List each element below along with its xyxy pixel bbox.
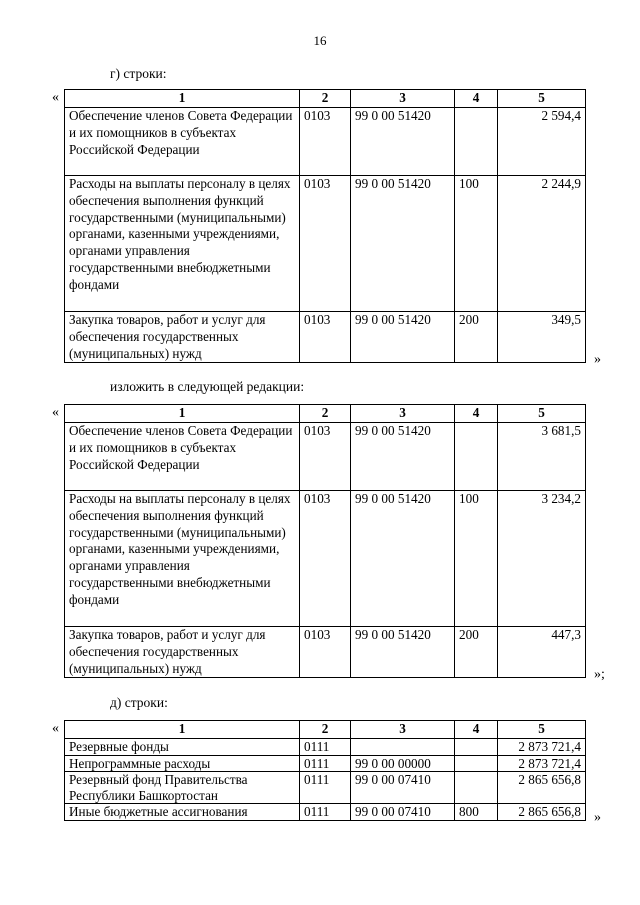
header-col-4: 4: [455, 90, 498, 108]
cell-type: 100: [455, 176, 498, 312]
cell-type: 800: [455, 804, 498, 821]
cell-target: 99 0 00 07410: [351, 804, 455, 821]
cell-type: 100: [455, 491, 498, 627]
table-header-row: [65, 405, 586, 423]
table-header-row: [65, 90, 586, 108]
cell-target: [351, 739, 455, 756]
cell-target: 99 0 00 51420: [351, 627, 455, 678]
table-row: [65, 627, 586, 678]
cell-name: Обеспечение членов Совета Федерации и их помощников в субъектах Российской Федерации: [65, 108, 300, 176]
cell-section: 0111: [300, 755, 351, 772]
cell-amount: 2 865 656,8: [498, 804, 586, 821]
cell-section: 0103: [300, 312, 351, 363]
table-d: [64, 720, 586, 821]
close-quote-semicolon: »;: [594, 667, 605, 682]
section-g-label: г) строки:: [110, 66, 167, 81]
cell-type: 200: [455, 627, 498, 678]
section-d-label: д) строки:: [110, 695, 168, 710]
cell-amount: 3 681,5: [498, 423, 586, 491]
cell-amount: 2 873 721,4: [498, 755, 586, 772]
cell-section: 0103: [300, 108, 351, 176]
table-header-row: [65, 721, 586, 739]
table-g-new: [64, 404, 586, 678]
cell-name: Резервный фонд Правительства Республики Башкортостан: [65, 772, 300, 804]
header-col-4: 4: [455, 405, 498, 423]
cell-amount: 3 234,2: [498, 491, 586, 627]
cell-type: [455, 423, 498, 491]
cell-name: Закупка товаров, работ и услуг для обеспечения государственных (муниципальных) нужд: [65, 312, 300, 363]
table-row: [65, 772, 586, 804]
cell-section: 0103: [300, 423, 351, 491]
cell-amount: 2 865 656,8: [498, 772, 586, 804]
cell-target: 99 0 00 51420: [351, 176, 455, 312]
header-col-3: 3: [351, 721, 455, 739]
cell-section: 0111: [300, 739, 351, 756]
header-col-2: 2: [300, 721, 351, 739]
header-col-5: 5: [498, 90, 586, 108]
table-row: [65, 804, 586, 821]
cell-name: Иные бюджетные ассигнования: [65, 804, 300, 821]
cell-target: 99 0 00 00000: [351, 755, 455, 772]
header-col-3: 3: [351, 90, 455, 108]
header-col-1: 1: [65, 721, 300, 739]
cell-name: Расходы на выплаты персоналу в целях обеспечения выполнения функций государственными (муниципальными) органами, казенными учреждениями, органами управления государственными внебюджетными фондами: [65, 491, 300, 627]
table-row: [65, 108, 586, 176]
page-number: 16: [313, 33, 327, 48]
header-col-1: 1: [65, 405, 300, 423]
cell-section: 0111: [300, 772, 351, 804]
header-col-2: 2: [300, 405, 351, 423]
cell-name: Закупка товаров, работ и услуг для обеспечения государственных (муниципальных) нужд: [65, 627, 300, 678]
header-col-5: 5: [498, 405, 586, 423]
cell-name: Расходы на выплаты персоналу в целях обеспечения выполнения функций государственными (муниципальными) органами, казенными учреждениями, органами управления государственными внебюджетными фондами: [65, 176, 300, 312]
cell-target: 99 0 00 51420: [351, 423, 455, 491]
cell-type: [455, 739, 498, 756]
redaction-label: изложить в следующей редакции:: [110, 379, 305, 394]
table-g-old: [64, 89, 586, 363]
cell-section: 0103: [300, 627, 351, 678]
cell-type: [455, 772, 498, 804]
cell-type: [455, 755, 498, 772]
cell-amount: 349,5: [498, 312, 586, 363]
cell-amount: 2 244,9: [498, 176, 586, 312]
table-row: [65, 491, 586, 627]
cell-amount: 2 873 721,4: [498, 739, 586, 756]
cell-type: [455, 108, 498, 176]
header-col-2: 2: [300, 90, 351, 108]
table-row: [65, 312, 586, 363]
table-row: [65, 755, 586, 772]
cell-amount: 447,3: [498, 627, 586, 678]
cell-target: 99 0 00 51420: [351, 312, 455, 363]
cell-section: 0103: [300, 176, 351, 312]
cell-amount: 2 594,4: [498, 108, 586, 176]
open-quote: «: [52, 90, 59, 105]
cell-target: 99 0 00 51420: [351, 108, 455, 176]
header-col-3: 3: [351, 405, 455, 423]
cell-section: 0103: [300, 491, 351, 627]
close-quote: »: [594, 352, 601, 367]
cell-section: 0111: [300, 804, 351, 821]
cell-name: Непрограммные расходы: [65, 755, 300, 772]
cell-name: Резервные фонды: [65, 739, 300, 756]
header-col-4: 4: [455, 721, 498, 739]
table-row: [65, 423, 586, 491]
open-quote: «: [52, 405, 59, 420]
table-row: [65, 739, 586, 756]
cell-target: 99 0 00 51420: [351, 491, 455, 627]
table-row: [65, 176, 586, 312]
header-col-1: 1: [65, 90, 300, 108]
cell-name: Обеспечение членов Совета Федерации и их помощников в субъектах Российской Федерации: [65, 423, 300, 491]
open-quote: «: [52, 721, 59, 736]
cell-type: 200: [455, 312, 498, 363]
cell-target: 99 0 00 07410: [351, 772, 455, 804]
close-quote: »: [594, 810, 601, 825]
header-col-5: 5: [498, 721, 586, 739]
